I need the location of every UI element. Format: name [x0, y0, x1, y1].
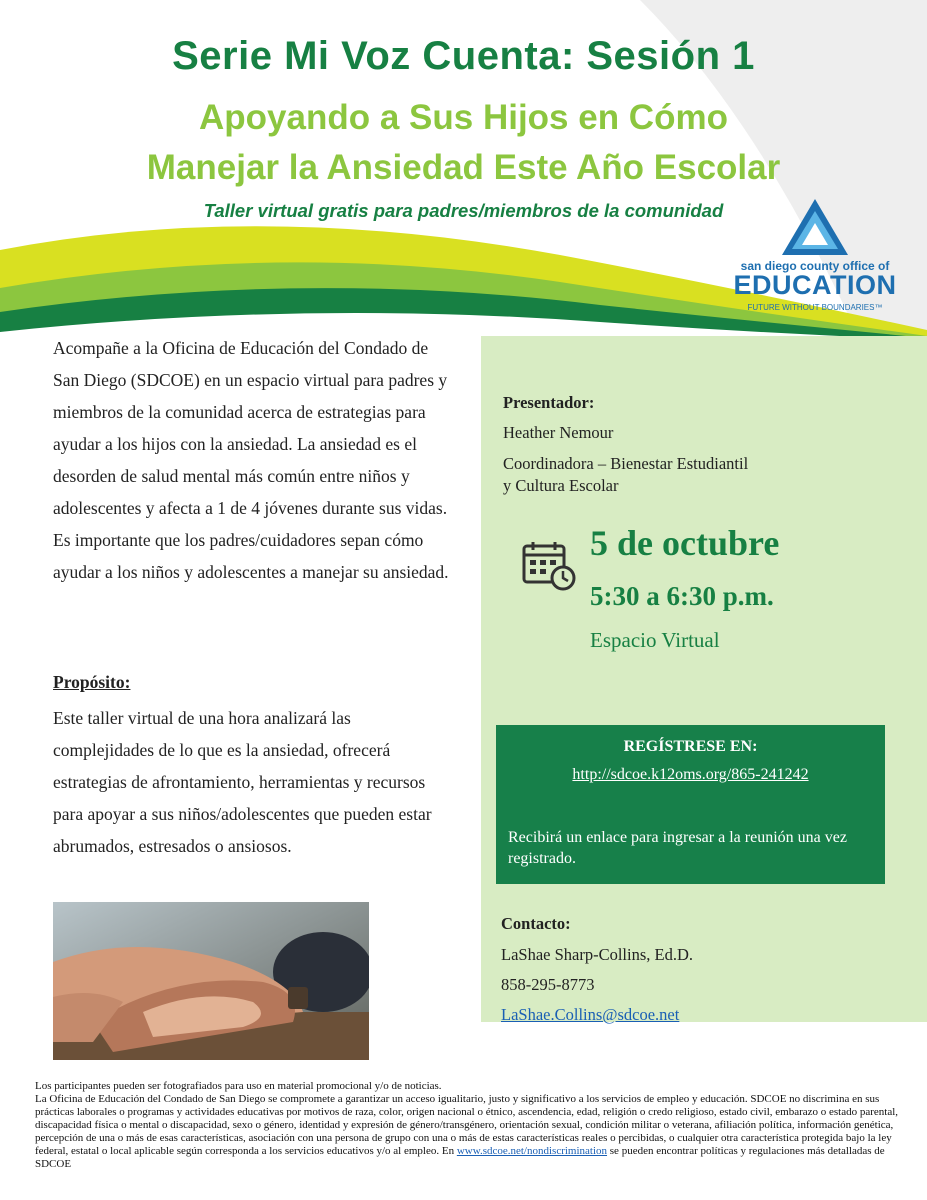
- footer-notice: [35, 1080, 905, 1171]
- contact-heading: Contacto:: [501, 914, 571, 933]
- event-date: 5 de octubre: [590, 523, 780, 563]
- calendar-clock-icon: [521, 540, 577, 597]
- hands-photo: [53, 902, 369, 1060]
- page-title: Serie Mi Voz Cuenta: Sesión 1: [172, 34, 755, 78]
- contact-phone: 858-295-8773: [501, 975, 595, 994]
- contact-email-link[interactable]: LaShae.Collins@sdcoe.net: [501, 1005, 680, 1024]
- nondiscrimination-link[interactable]: www.sdcoe.net/nondiscrimination: [456, 1145, 608, 1157]
- presenter-heading: Presentador:: [503, 393, 595, 412]
- registration-link[interactable]: http://sdcoe.k12oms.org/865-241242: [572, 766, 809, 783]
- purpose-heading: Propósito:: [53, 672, 131, 692]
- registration-box: [496, 725, 885, 884]
- logo-slogan: FUTURE WITHOUT BOUNDARIES™: [747, 303, 883, 312]
- subtitle-line-1: Apoyando a Sus Hijos en Cómo: [199, 98, 728, 137]
- sdcoe-logo: [730, 197, 900, 322]
- footer-nondiscrimination-text: La Oficina de Educación del Condado de San Diego se compromete a garantizar un acceso igualitario, justo y significativo a los servicios de empleo y educación. SDCOE no discrimina en sus prácticas laborales o programas y actividades educativas por motivos de raza, color, origen nacional o étnico, ascendencia, edad, religión o credo religioso, estado civil, embarazo o estado parental, discapacidad física o mental o discapacidad, sexo o género, identidad y expresión de género/transgénero, orientación sexual, condición militar o veterana, afiliación política, información genética, percepción de una o más de esas características, asociación con una persona de grupo con una o más de estas características reales o percibidas, o cualquier otra característica protegida bajo la ley federal, estatal o local aplicable según corresponda a los servicios educativos y/o al empleo. En: [35, 1093, 899, 1157]
- footer-photo-notice: Los participantes pueden ser fotografiados para uso en material promocional y/o de noticias.: [35, 1080, 442, 1092]
- logo-org-line-2: EDUCATION: [733, 270, 897, 300]
- presenter-name: Heather Nemour: [503, 423, 614, 442]
- presenter-role-2: y Cultura Escolar: [503, 476, 619, 495]
- contact-name: LaShae Sharp-Collins, Ed.D.: [501, 945, 694, 964]
- event-time: 5:30 a 6:30 p.m.: [590, 581, 774, 611]
- registration-note: Recibirá un enlace para ingresar a la reunión una vez registrado.: [508, 829, 847, 867]
- presenter-role-1: Coordinadora – Bienestar Estudiantil: [503, 454, 749, 473]
- registration-heading: REGÍSTRESE EN:: [623, 738, 758, 755]
- triangle-logo-icon: [780, 197, 850, 257]
- page-subtitle: [0, 93, 927, 193]
- subtitle-line-2: Manejar la Ansiedad Este Año Escolar: [146, 148, 781, 187]
- footer-nondiscrimination-tail: se pueden encontrar políticas y regulaciones más detalladas de SDCOE: [35, 1145, 885, 1170]
- logo-org-line-1: san diego county office of: [740, 259, 890, 273]
- purpose-paragraph: Este taller virtual de una hora analizará las complejidades de lo que es la ansiedad, ofrecerá estrategias de afrontamiento, herramientas y recursos para apoyar a sus niños/adolescentes que pueden estar abrumados, estresados o ansiosos.: [53, 708, 432, 856]
- tagline: Taller virtual gratis para padres/miembros de la comunidad: [203, 200, 724, 221]
- event-location: Espacio Virtual: [590, 628, 720, 652]
- intro-paragraph: Acompañe a la Oficina de Educación del Condado de San Diego (SDCOE) en un espacio virtual para padres y miembros de la comunidad acerca de estrategias para ayudar a los hijos con la ansiedad. La ansiedad es el desorden de salud mental más común entre niños y adolescentes y afecta a 1 de 4 jóvenes durante sus vidas. Es importante que los padres/cuidadores sepan cómo ayudar a los niños y adolescentes a manejar su ansiedad.: [53, 338, 449, 582]
- footer-nondiscrimination: [35, 1093, 905, 1171]
